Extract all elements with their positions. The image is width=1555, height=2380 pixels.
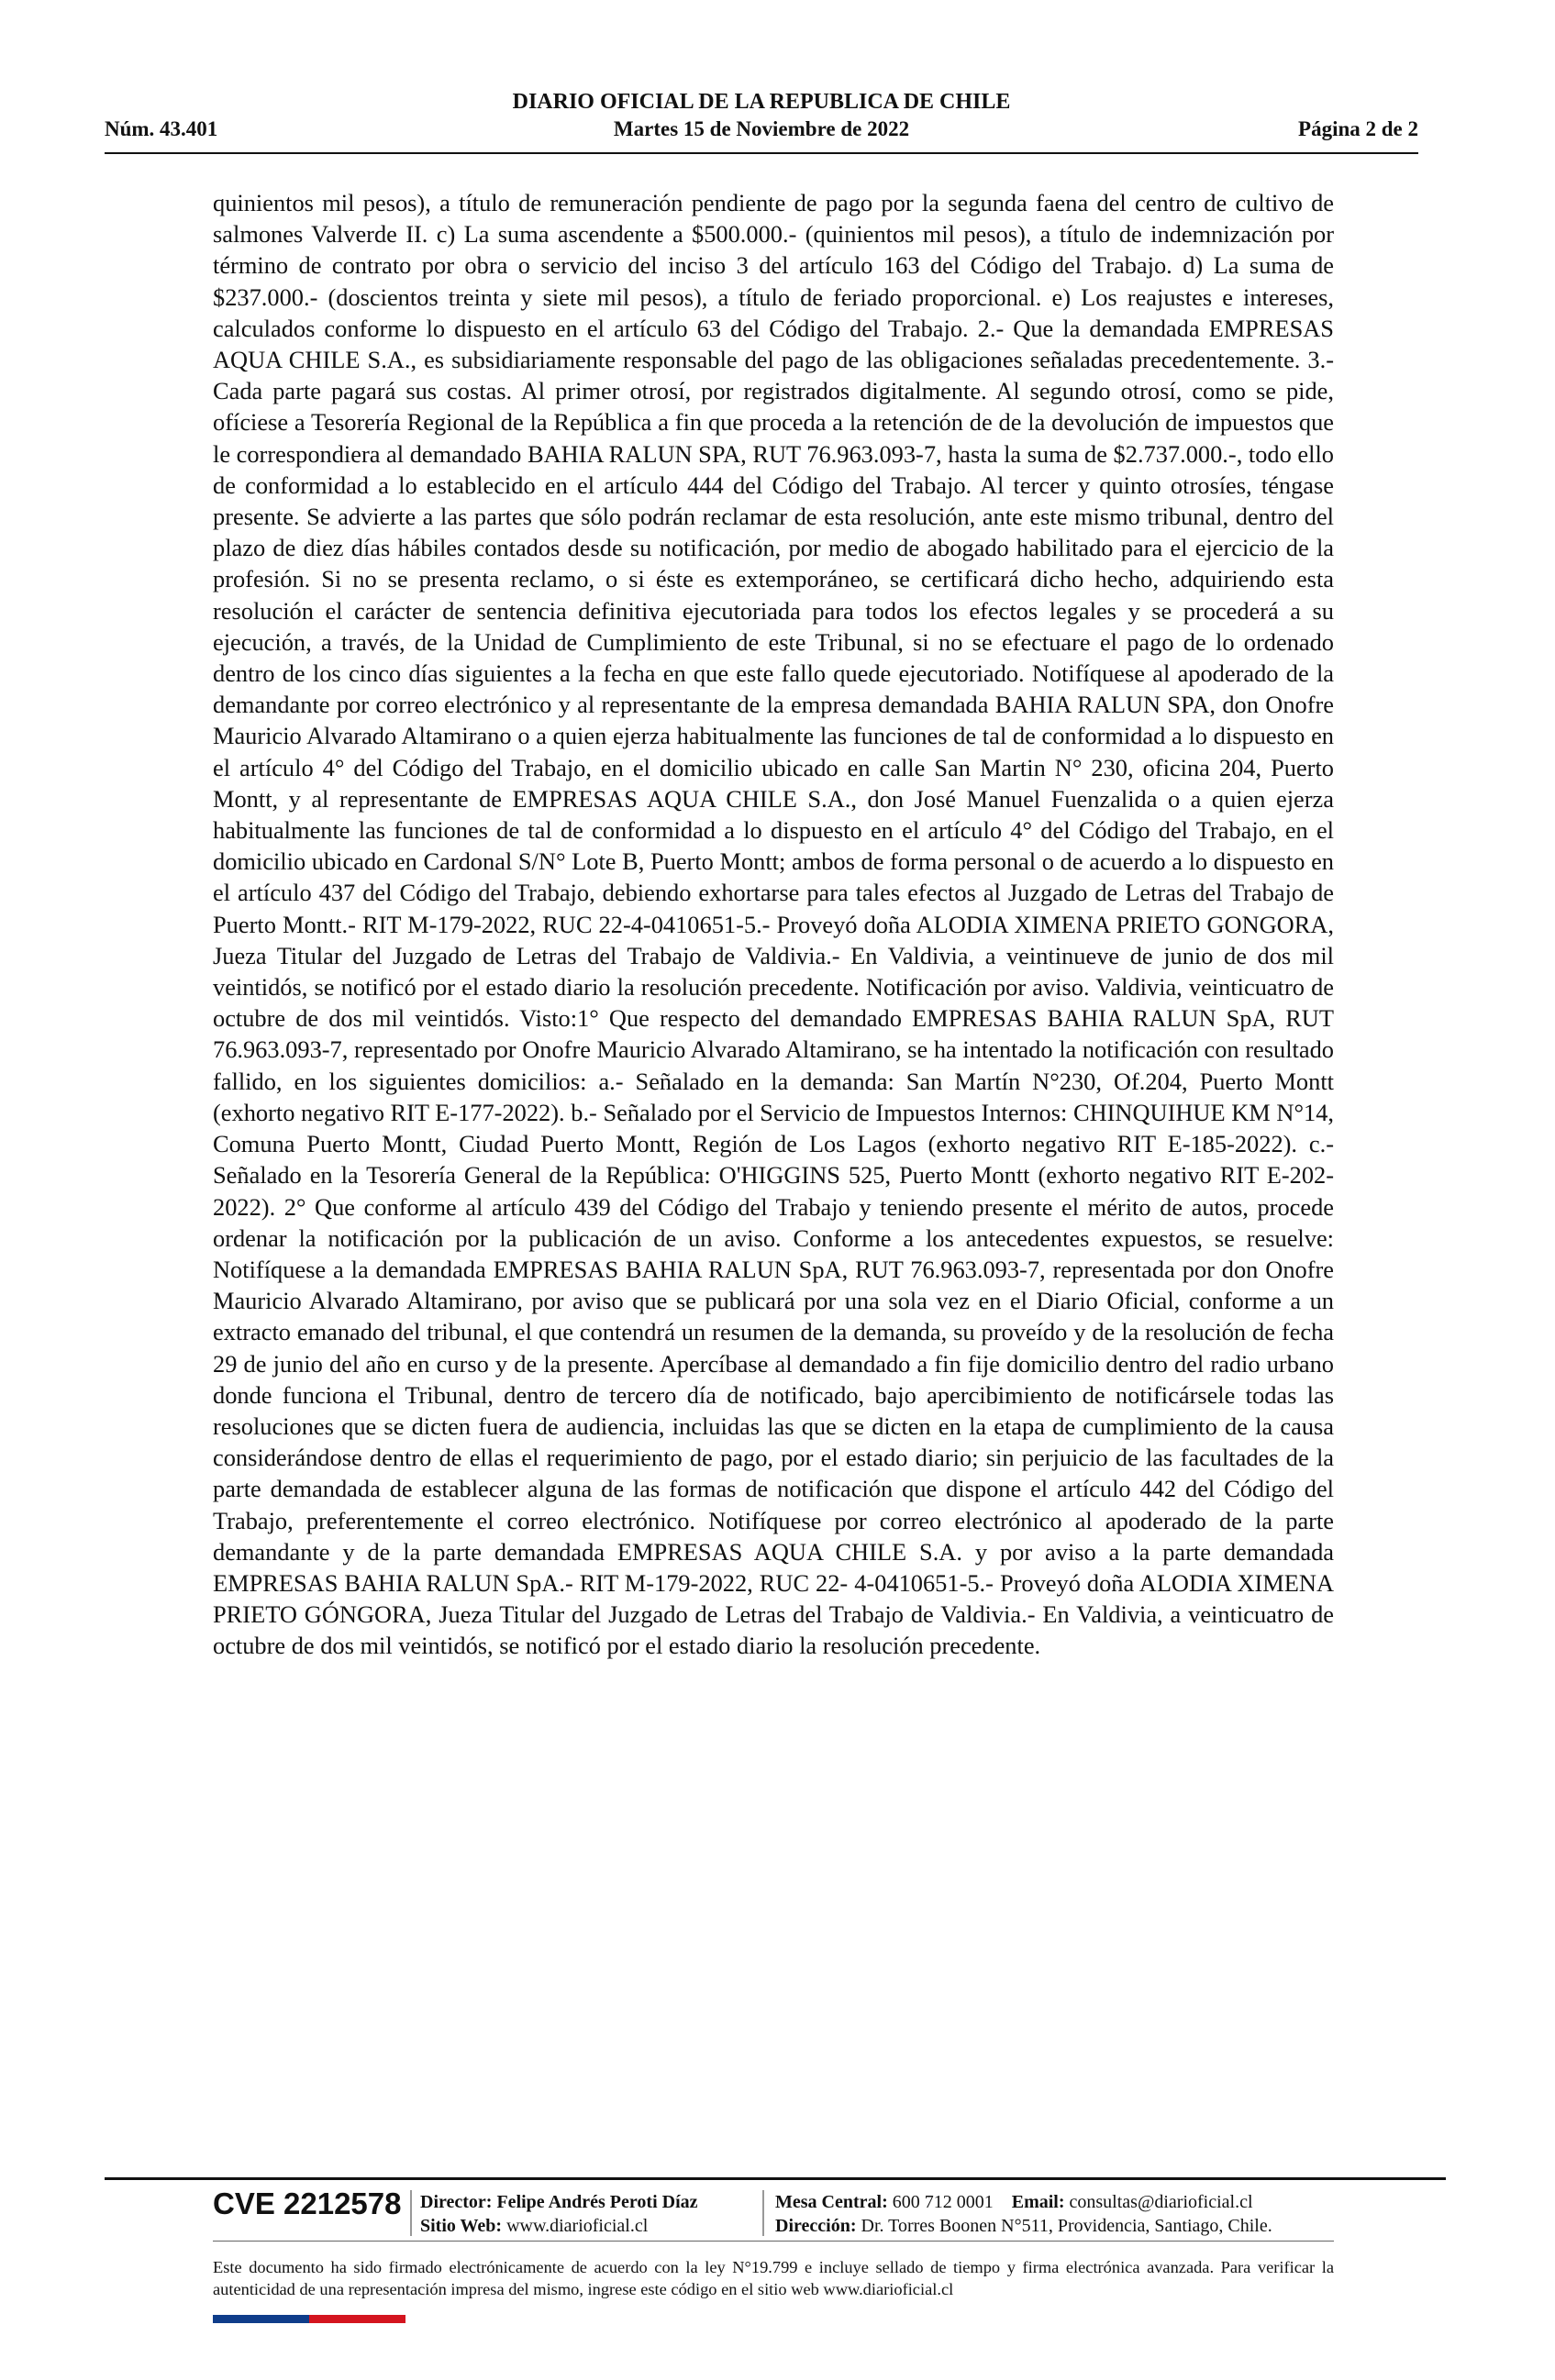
footer-director-block bbox=[420, 2190, 698, 2238]
issue-number: Núm. 43.401 bbox=[105, 117, 218, 140]
cve-code: CVE 2212578 bbox=[213, 2186, 402, 2220]
footer-separator bbox=[213, 2241, 1334, 2242]
flag-stripe bbox=[213, 2315, 405, 2323]
director-label: Director: bbox=[420, 2192, 493, 2212]
flag-red-segment bbox=[309, 2315, 405, 2323]
footer-rule bbox=[105, 2177, 1446, 2180]
footer-contact-block bbox=[775, 2190, 1272, 2238]
signature-note: Este documento ha sido firmado electrónicamente de acuerdo con la ley N°19.799 e incluye sellado de tiempo y firma electrónica avanzada. Para verificar la autenticidad de una representación impresa del mismo, ingrese este código en el sitio web www.diarioficial.cl bbox=[213, 2258, 1334, 2298]
site-link[interactable]: www.diarioficial.cl bbox=[506, 2216, 649, 2236]
page-number: Página 2 de 2 bbox=[1298, 117, 1418, 140]
director-name: Felipe Andrés Peroti Díaz bbox=[496, 2192, 698, 2212]
site-label: Sitio Web: bbox=[420, 2216, 503, 2236]
page-header bbox=[105, 90, 1418, 147]
footer-divider bbox=[762, 2190, 764, 2236]
email-link[interactable]: consultas@diarioficial.cl bbox=[1069, 2192, 1253, 2212]
phone-number: 600 712 0001 bbox=[892, 2192, 994, 2212]
flag-blue-segment bbox=[213, 2315, 309, 2323]
footer-divider bbox=[410, 2190, 412, 2236]
phone-label: Mesa Central: bbox=[775, 2192, 888, 2212]
address: Dr. Torres Boonen N°511, Providencia, Santiago, Chile. bbox=[861, 2216, 1272, 2236]
publication-title: DIARIO OFICIAL DE LA REPUBLICA DE CHILE bbox=[512, 90, 1011, 114]
address-label: Dirección: bbox=[775, 2216, 857, 2236]
header-rule bbox=[105, 152, 1418, 154]
issue-date: Martes 15 de Noviembre de 2022 bbox=[613, 117, 910, 140]
email-label: Email: bbox=[1011, 2192, 1065, 2212]
body-text: quinientos mil pesos), a título de remuneración pendiente de pago por la segunda faena del centro de cultivo de salmones Valverde II. c) La suma ascendente a $500.000.- (quinientos mil pesos), a título de indemnización por término de contrato por obra o servicio del inciso 3 del artículo 163 del Código del Trabajo. d) La suma de $237.000.- (doscientos treinta y siete mil pesos), a título de feriado proporcional. e) Los reajustes e intereses, calculados conforme lo dispuesto en el artículo 63 del Código del Trabajo. 2.- Que la demandada EMPRESAS AQUA CHILE S.A., es subsidiariamente responsable del pago de las obligaciones señaladas precedentemente. 3.- Cada parte pagará sus costas. Al primer otrosí, por registrados digitalmente. Al segundo otrosí, como se pide, ofíciese a Tesorería Regional de la República a fin que proceda a la retención de de la devolución de impuestos que le correspondiera al demandado BAHIA RALUN SPA, RUT 76.963.093-7, hasta la suma de $2.737.000.-, todo ello de conformidad a lo establecido en el artículo 444 del Código del Trabajo. Al tercer y quinto otrosíes, téngase presente. Se advierte a las partes que sólo podrán reclamar de esta resolución, ante este mismo tribunal, dentro del plazo de diez días hábiles contados desde su notificación, por medio de abogado habilitado para el ejercicio de la profesión. Si no se presenta reclamo, o si éste es extemporáneo, se certificará dicho hecho, adquiriendo esta resolución el carácter de sentencia definitiva ejecutoriada para todos los efectos legales y se procederá a su ejecución, a través, de la Unidad de Cumplimiento de este Tribunal, si no se efectuare el pago de lo ordenado dentro de los cinco días siguientes a la fecha en que este fallo quede ejecutoriado. Notifíquese al apoderado de la demandante por correo electrónico y al representante de la empresa demandada BAHIA RALUN SPA, don Onofre Mauricio Alvarado Altamirano o a quien ejerza habitualmente las funciones de tal de conformidad a lo dispuesto en el artículo 4° del Código del Trabajo, en el domicilio ubicado en calle San Martin N° 230, oficina 204, Puerto Montt, y al representante de EMPRESAS AQUA CHILE S.A., don José Manuel Fuenzalida o a quien ejerza habitualmente las funciones de tal de conformidad a lo dispuesto en el artículo 4° del Código del Trabajo, en el domicilio ubicado en Cardonal S/N° Lote B, Puerto Montt; ambos de forma personal o de acuerdo a lo dispuesto en el artículo 437 del Código del Trabajo, debiendo exhortarse para tales efectos al Juzgado de Letras del Trabajo de Puerto Montt.- RIT M-179-2022, RUC 22-4-0410651-5.- Proveyó doña ALODIA XIMENA PRIETO GONGORA, Jueza Titular del Juzgado de Letras del Trabajo de Valdivia.- En Valdivia, a veintinueve de junio de dos mil veintidós, se notificó por el estado diario la resolución precedente. Notificación por aviso. Valdivia, veinticuatro de octubre de dos mil veintidós. Visto:1° Que respecto del demandado EMPRESAS BAHIA RALUN SpA, RUT 76.963.093-7, representado por Onofre Mauricio Alvarado Altamirano, se ha intentado la notificación con resultado fallido, en los siguientes domicilios: a.- Señalado en la demanda: San Martín N°230, Of.204, Puerto Montt (exhorto negativo RIT E-177-2022). b.- Señalado por el Servicio de Impuestos Internos: CHINQUIHUE KM N°14, Comuna Puerto Montt, Ciudad Puerto Montt, Región de Los Lagos (exhorto negativo RIT E-185-2022). c.- Señalado en la Tesorería General de la República: O'HIGGINS 525, Puerto Montt (exhorto negativo RIT E-202-2022). 2° Que conforme al artículo 439 del Código del Trabajo y teniendo presente el mérito de autos, procede ordenar la notificación por la publicación de un aviso. Conforme a los antecedentes expuestos, se resuelve: Notifíquese a la demandada EMPRESAS BAHIA RALUN SpA, RUT 76.963.093-7, representada por don Onofre Mauricio Alvarado Altamirano, por aviso que se publicará por una sola vez en el Diario Oficial, conforme a un extracto emanado del tribunal, el que contendrá un resumen de la demanda, su proveído y de la resolución de fecha 29 de junio del año en curso y de la presente. Apercíbase al demandado a fin fije domicilio dentro del radio urbano donde funciona el Tribunal, dentro de tercero día de notificado, bajo apercibimiento de notificársele todas las resoluciones que se dicten fuera de audiencia, incluidas las que se dicten en la etapa de cumplimiento de la causa considerándose dentro de ellas el requerimiento de pago, por el estado diario; sin perjuicio de las facultades de la parte demandada de establecer alguna de las formas de notificación que dispone el artículo 442 del Código del Trabajo, preferentemente el correo electrónico. Notifíquese por correo electrónico al apoderado de la parte demandante y de la parte demandada EMPRESAS AQUA CHILE S.A. y por aviso a la parte demandada EMPRESAS BAHIA RALUN SpA.- RIT M-179-2022, RUC 22- 4-0410651-5.- Proveyó doña ALODIA XIMENA PRIETO GÓNGORA, Jueza Titular del Juzgado de Letras del Trabajo de Valdivia.- En Valdivia, a veinticuatro de octubre de dos mil veintidós, se notificó por el estado diario la resolución precedente. bbox=[213, 189, 1334, 1660]
